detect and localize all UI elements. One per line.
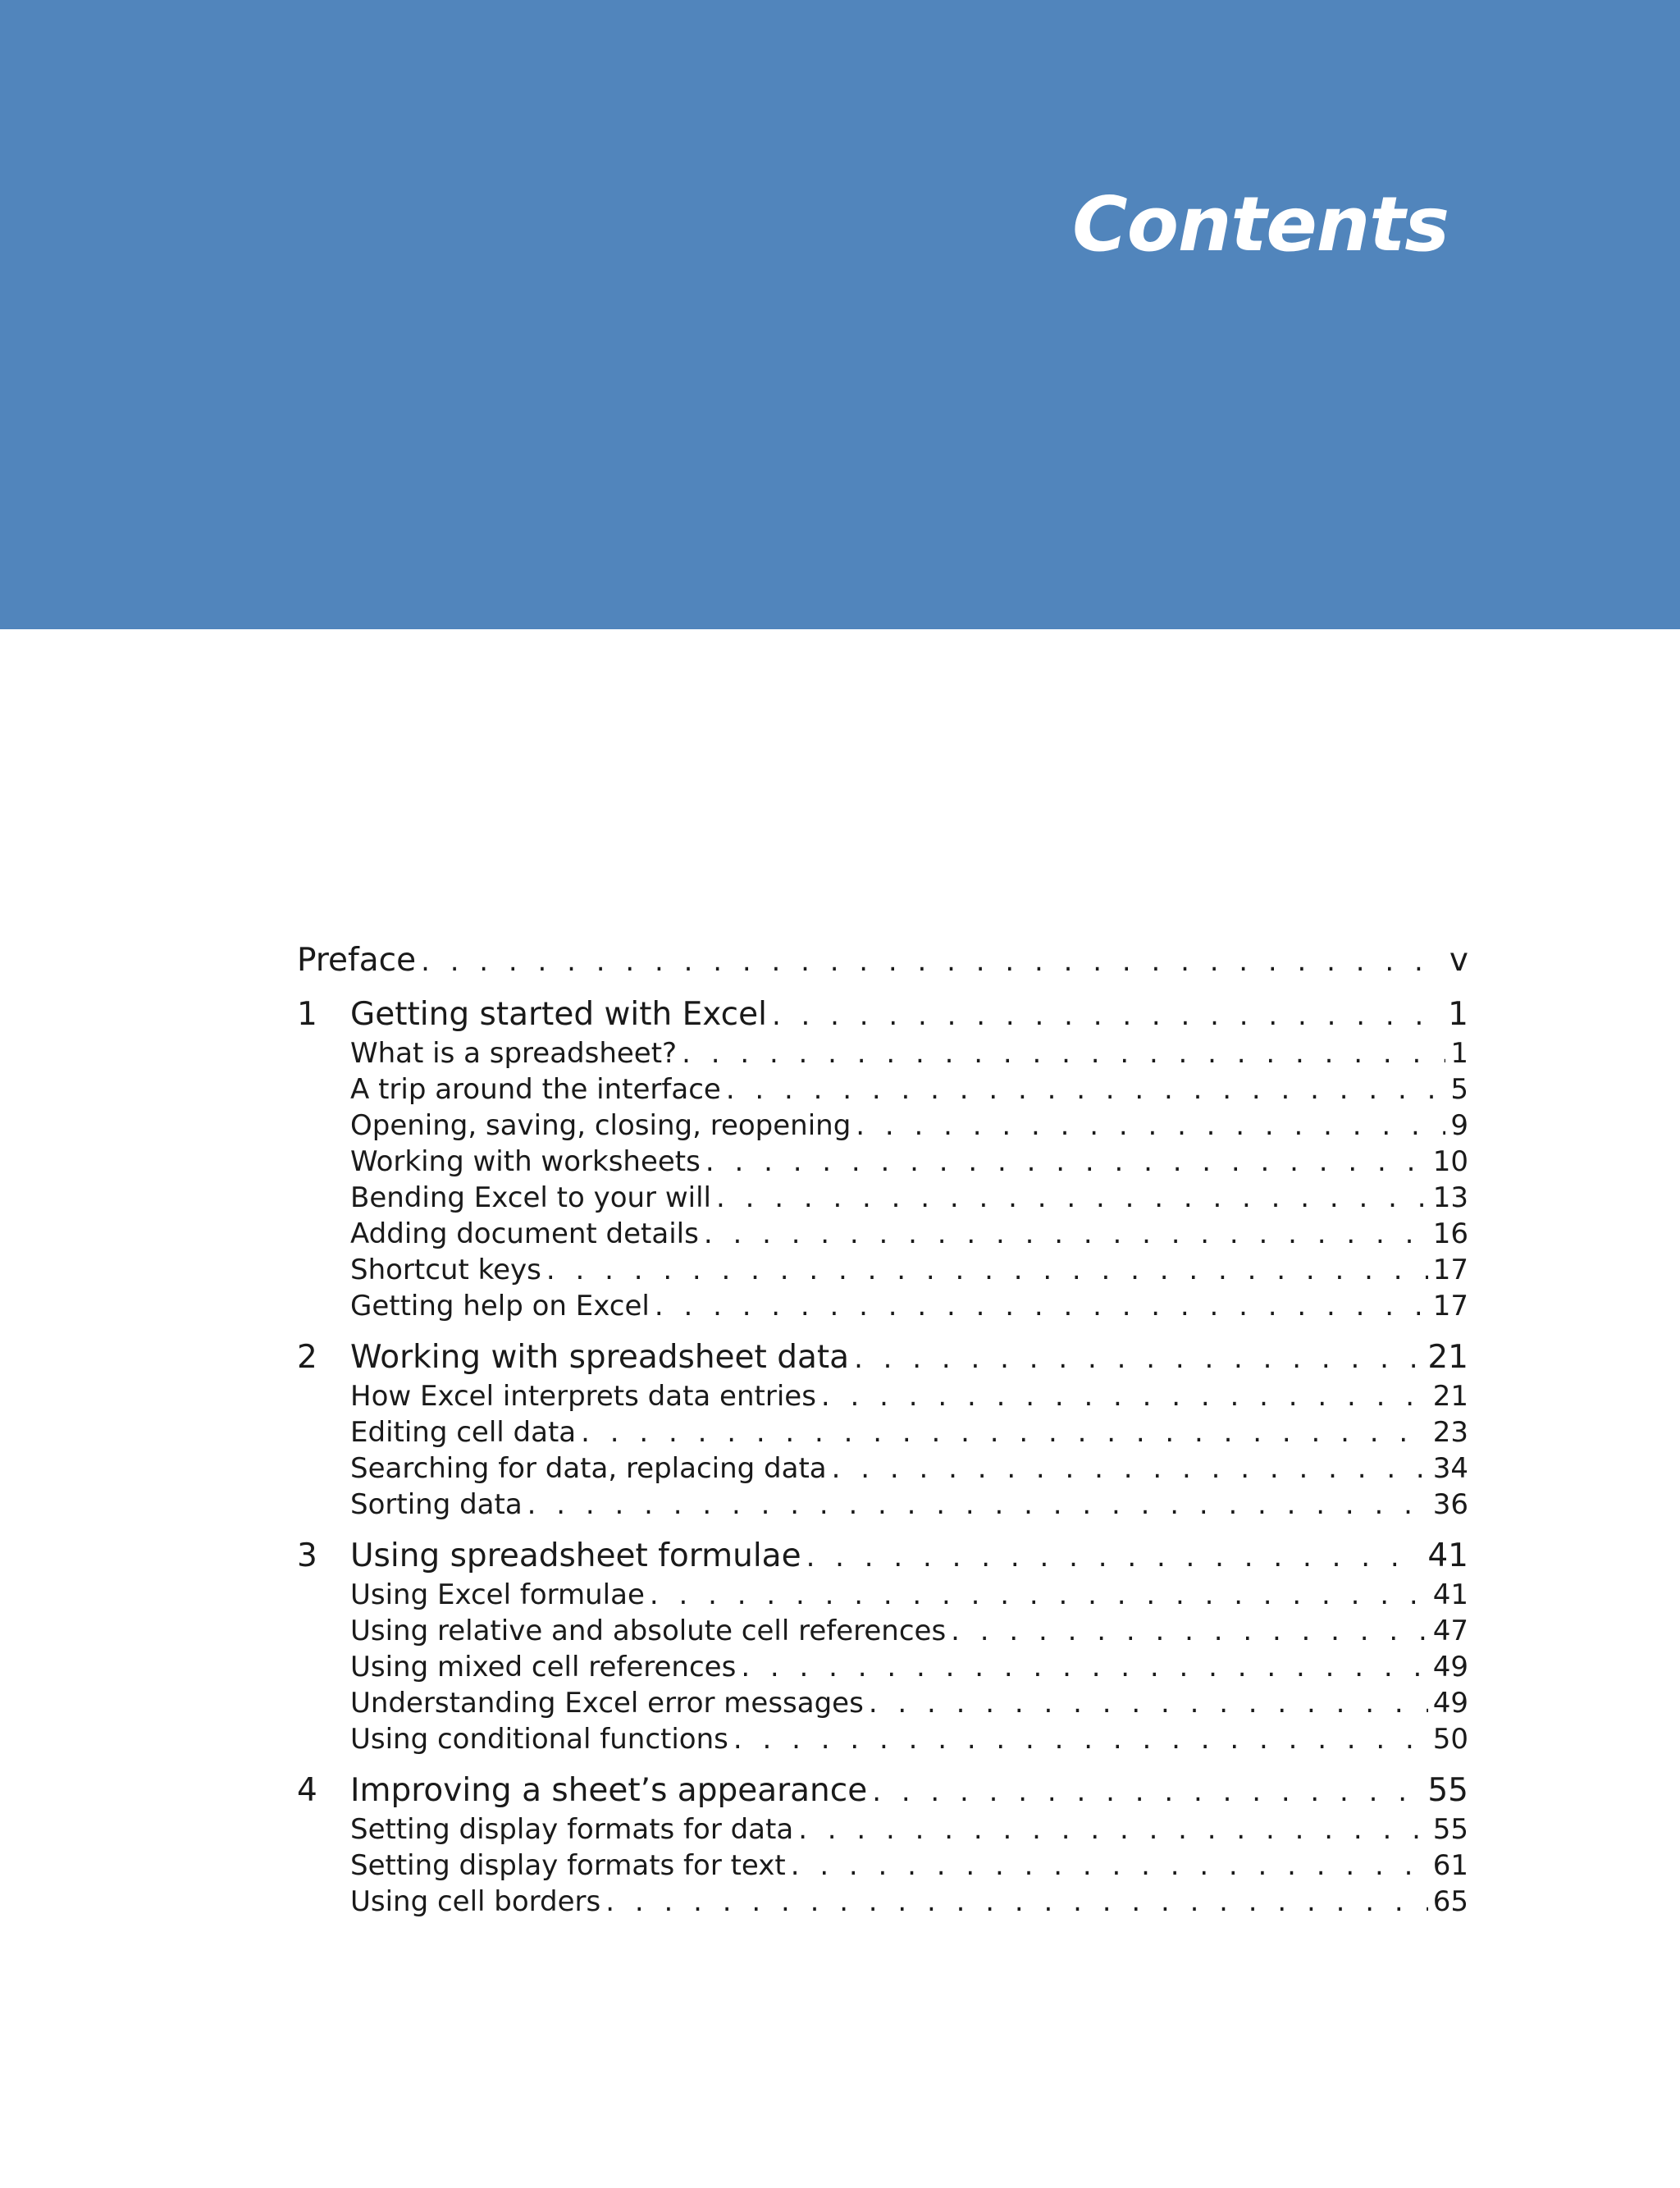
dot-leader (733, 1723, 1428, 1756)
toc-entry-section[interactable] (297, 1145, 1468, 1181)
title-banner (0, 0, 1680, 629)
section-page: 61 (1432, 1849, 1468, 1882)
section-title: Bending Excel to your will (350, 1181, 711, 1214)
section-title: Using relative and absolute cell references (350, 1615, 947, 1647)
section-page: 47 (1432, 1615, 1468, 1647)
section-page: 49 (1432, 1687, 1468, 1720)
chapter-number: 1 (297, 996, 317, 1033)
dot-leader (716, 1181, 1428, 1214)
section-page: 10 (1432, 1145, 1468, 1178)
section-page: 17 (1432, 1254, 1468, 1286)
toc-entry-section[interactable] (297, 1416, 1468, 1452)
dot-leader (527, 1488, 1428, 1521)
chapter-number: 3 (297, 1537, 317, 1574)
section-title: Understanding Excel error messages (350, 1687, 864, 1720)
toc-entry-section[interactable] (297, 1290, 1468, 1326)
section-page: 23 (1432, 1416, 1468, 1449)
section-title: Sorting data (350, 1488, 523, 1521)
toc-entry-chapter-2[interactable] (297, 1339, 1468, 1380)
toc-entry-section[interactable] (297, 1452, 1468, 1488)
toc-entry-section[interactable] (297, 1109, 1468, 1145)
dot-leader (682, 1037, 1445, 1070)
section-page: 16 (1432, 1217, 1468, 1250)
section-page: 1 (1450, 1037, 1468, 1070)
dot-leader (854, 1342, 1422, 1375)
section-title: A trip around the interface (350, 1073, 721, 1106)
dot-leader (798, 1813, 1428, 1846)
toc-entry-section[interactable] (297, 1849, 1468, 1885)
chapter-block-4 (297, 1772, 1468, 1921)
toc-entry-chapter-3[interactable] (297, 1537, 1468, 1578)
dot-leader (832, 1452, 1428, 1485)
toc-entry-section[interactable] (297, 1615, 1468, 1651)
dot-leader (705, 1145, 1428, 1178)
toc-entry-section[interactable] (297, 1181, 1468, 1217)
toc-entry-section[interactable] (297, 1217, 1468, 1254)
toc-entry-chapter-4[interactable] (297, 1772, 1468, 1813)
toc-entry-section[interactable] (297, 1813, 1468, 1849)
dot-leader (605, 1885, 1427, 1918)
dot-leader (806, 1541, 1423, 1574)
section-page: 55 (1432, 1813, 1468, 1846)
toc-entry-section[interactable] (297, 1687, 1468, 1723)
section-page: 17 (1432, 1290, 1468, 1322)
section-page: 13 (1432, 1181, 1468, 1214)
dot-leader (546, 1254, 1428, 1286)
section-title: Editing cell data (350, 1416, 577, 1449)
dot-leader (421, 945, 1445, 978)
section-title: Using Excel formulae (350, 1578, 645, 1611)
dot-leader (772, 999, 1443, 1032)
toc-entry-section[interactable] (297, 1254, 1468, 1290)
chapter-title: Getting started with Excel (350, 996, 767, 1033)
toc-entry-section[interactable] (297, 1380, 1468, 1416)
chapter-page: 1 (1448, 996, 1468, 1033)
dot-leader (581, 1416, 1428, 1449)
section-title: How Excel interprets data entries (350, 1380, 816, 1413)
section-page: 36 (1432, 1488, 1468, 1521)
toc-entry-section[interactable] (297, 1651, 1468, 1687)
chapter-title: Improving a sheet’s appearance (350, 1772, 868, 1809)
chapter-number: 4 (297, 1772, 317, 1809)
chapter-block-2 (297, 1339, 1468, 1524)
dot-leader (791, 1849, 1428, 1882)
dot-leader (872, 1775, 1422, 1808)
toc-entry-page: v (1449, 942, 1468, 979)
dot-leader (821, 1380, 1428, 1413)
dot-leader (856, 1109, 1445, 1142)
section-page: 21 (1432, 1380, 1468, 1413)
section-page: 5 (1450, 1073, 1468, 1106)
toc-entry-chapter-1[interactable] (297, 996, 1468, 1037)
section-title: Opening, saving, closing, reopening (350, 1109, 851, 1142)
toc-entry-section[interactable] (297, 1073, 1468, 1109)
section-title: Shortcut keys (350, 1254, 541, 1286)
section-page: 49 (1432, 1651, 1468, 1683)
chapter-title: Working with spreadsheet data (350, 1339, 850, 1376)
dot-leader (650, 1578, 1428, 1611)
toc-entry-section[interactable] (297, 1037, 1468, 1073)
page-title: Contents (1072, 180, 1449, 268)
chapter-title: Using spreadsheet formulae (350, 1537, 801, 1574)
section-title: What is a spreadsheet? (350, 1037, 678, 1070)
section-title: Working with worksheets (350, 1145, 701, 1178)
dot-leader (704, 1217, 1428, 1250)
section-title: Using mixed cell references (350, 1651, 737, 1683)
dot-leader (951, 1615, 1428, 1647)
section-title: Setting display formats for data (350, 1813, 794, 1846)
toc-entry-section[interactable] (297, 1578, 1468, 1615)
chapter-page: 55 (1427, 1772, 1468, 1809)
section-title: Setting display formats for text (350, 1849, 786, 1882)
section-page: 65 (1432, 1885, 1468, 1918)
chapter-number: 2 (297, 1339, 317, 1376)
section-title: Adding document details (350, 1217, 699, 1250)
dot-leader (726, 1073, 1446, 1106)
dot-leader (869, 1687, 1428, 1720)
chapter-block-3 (297, 1537, 1468, 1759)
section-title: Searching for data, replacing data (350, 1452, 827, 1485)
chapter-page: 21 (1427, 1339, 1468, 1376)
section-title: Getting help on Excel (350, 1290, 650, 1322)
section-page: 9 (1450, 1109, 1468, 1142)
toc-entry-label: Preface (297, 942, 417, 979)
dot-leader (655, 1290, 1428, 1322)
dot-leader (741, 1651, 1427, 1683)
section-title: Using cell borders (350, 1885, 601, 1918)
chapter-page: 41 (1427, 1537, 1468, 1574)
table-of-contents (297, 942, 1468, 1921)
section-page: 41 (1432, 1578, 1468, 1611)
chapter-block-1 (297, 996, 1468, 1326)
toc-entry-section[interactable] (297, 1488, 1468, 1524)
section-title: Using conditional functions (350, 1723, 728, 1756)
section-page: 50 (1432, 1723, 1468, 1756)
toc-entry-section[interactable] (297, 1885, 1468, 1921)
section-page: 34 (1432, 1452, 1468, 1485)
toc-chapters (297, 996, 1468, 1921)
toc-entry-preface[interactable] (297, 942, 1468, 983)
toc-entry-section[interactable] (297, 1723, 1468, 1759)
